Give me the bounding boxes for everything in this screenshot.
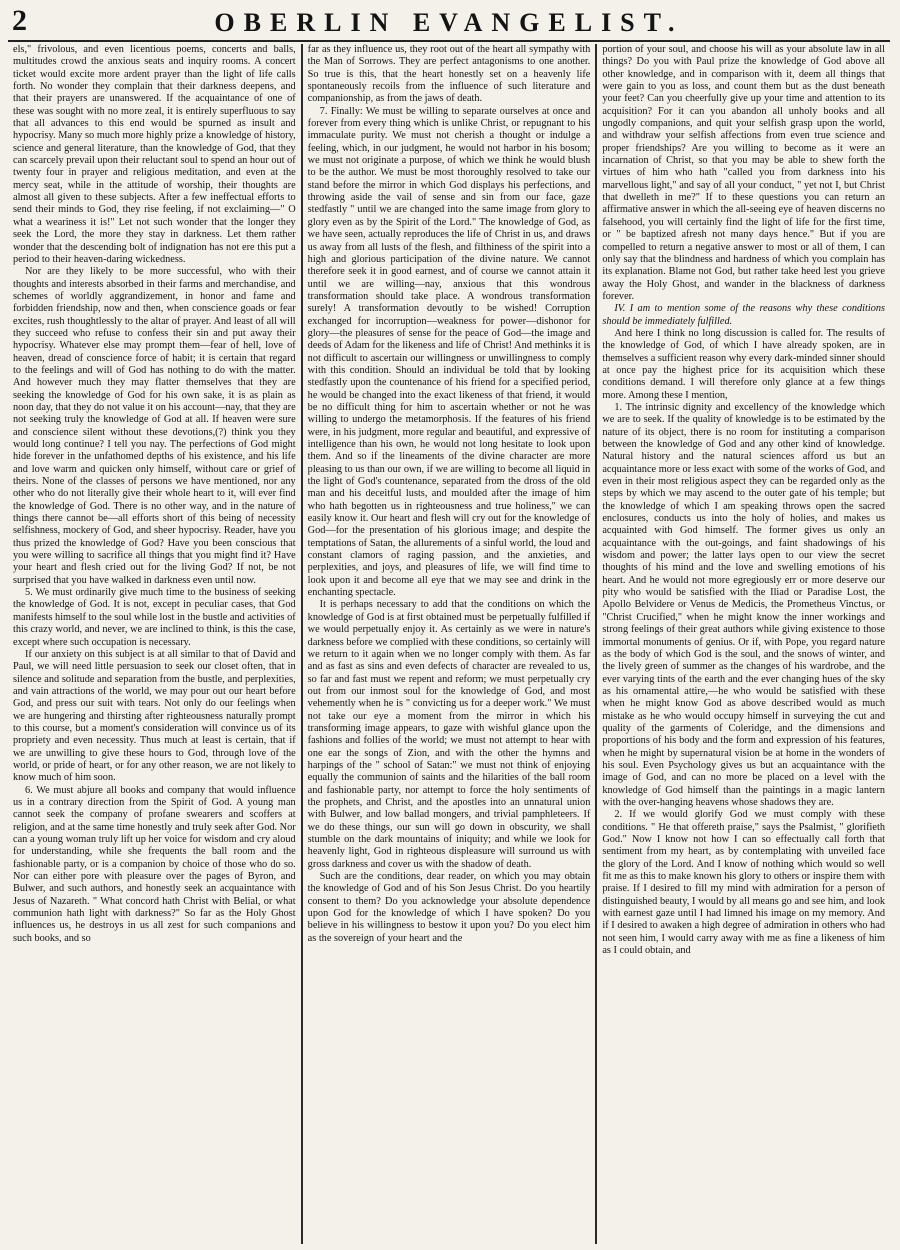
paragraph: 2. If we would glorify God we must comply with these conditions. " He that offereth praise," says the Psalmist, " glorifieth God." Now I know not how I can so effectually call forth that sentiment from my heart, as by contemplating with unveiled face the glory of the Lord. And I know of nothing which would so well fit me as this to make known his glory to others or inspire them with praise. If I desired to fill my mind with admiration for a person of distinguished beauty, I would by all means go and see him, and look with earnest gaze until I had limned his image on my memory. And if I desired to awaken a high degree of admiration in others who had not seen him, I would carry away with me as fine a likeness of him as I could obtain, and bbox=[602, 809, 886, 957]
paragraph: 5. We must ordinarily give much time to the business of seeking the knowledge of God. It is not, except in peculiar cases, that God manifests himself to the soul while lost in the bustle and activities of this crazy world, and never, we are inclined to think, is this the case, except where such occupation is necessary. bbox=[13, 587, 296, 648]
article-columns bbox=[8, 44, 890, 1244]
paragraph: portion of your soul, and choose his will as your absolute law in all things? Do you with Paul prize the knowledge of God above all other knowledge, and in comparison with it, deem all things that were gain to you as loss, and count them but as the dust beneath your feet? Can you cheerfully give up your time and attention to its acquisition? For it can you abandon all unholy books and all ungodly companions, and quit your selfish grasp upon the world, and withdraw your selfish affections from even true science and proper friendships? Are you willing to become as it were an incarnation of Christ, so that you may be able to shew forth the virtues of him who hath "called you from darkness into his marvellous light," and say of all your conduct, " yet not I, but Christ that dwelleth in me?" If to these questions you can return an affirmative answer in which the all-seeing eye of heaven discerns no falsehood, you will certainly find the light of life for the first time, or " be baptized afresh not many days hence." But if you are compelled to return a negative answer to most or all of them, I can only say that the blindness and hardness of which you complain has its explanation. Blame not God, but rather take heed lest you grieve away the Holy Ghost, and wander in the blackness of darkness forever. bbox=[602, 44, 886, 302]
paragraph: far as they influence us, they root out of the heart all sympathy with the Man of Sorrows. They are perfect antagonisms to one another. So true is this, that the heart honestly set on a heavenly life spontaneously recoils from the influence of such literature and companionship, as from the jaws of death. bbox=[307, 44, 591, 105]
column-1 bbox=[8, 44, 301, 1244]
newspaper-title: OBERLIN EVANGELIST. bbox=[214, 8, 684, 37]
paragraph: Nor are they likely to be more successful, who with their thoughts and interests absorbed in their farms and merchandise, and schemes of worldly aggrandizement, in honor and fame and forbidden friendship, now and then, when conscience goads or fear excites, rush thoughtlessly to the altar of prayer. And least of all will they succeed who refuse to confess their sin and put away their hypocrisy. Whatever else may prompt them—fear of hell, love of heaven, dread of conscience force of habit; it is certain that regard to the feelings and will of God has nothing to do with the matter. And however much they may flatter themselves that they are seeking the knowledge of God for his own sake, it is as plain as noon day, that they do not value it on his account—nay, that they are not seeking truly the knowledge of God at all. If heaven were sure and conscience silent without these devotions,(?) think you they would long continue? I tell you nay. The perfections of God might hide forever in the unfathomed depths of his existence, and his life and love warm and quicken only himself, without care or grief of theirs. None of the classes of persons we have mentioned, nor any other who do not literally give their whole heart to it, will ever find the knowledge of God. There is no other way, and in the nature of things there cannot be—all efforts short of this being of necessity selfishness, mockery of God, and sheer hypocrisy. Reader, have you thus prized the knowledge of God? Have you been conscious that you were willing to sacrifice all things that you might find it? Have your heart and flesh cried out for the living God? If not, be not surprised that you have walked in darkness even until now. bbox=[13, 266, 296, 586]
paragraph: 6. We must abjure all books and company that would influence us in a contrary direction from the Spirit of God. A young man cannot seek the company of profane swearers and scoffers at religion, and at the same time honestly and truly seek after God. Nor can a young woman truly lift up her voice for wisdom and cry aloud for understanding, while she frequents the ball room and the fashionable party, or is a companion by choice of those who do so. Nor can either pore with pleasure over the pages of Byron, and Bulwer, and such authors, and honestly seek an acquaintance with Jesus of Nazareth. " What concord hath Christ with Belial, or what communion hath light with darkness?" So far as the Holy Ghost influences us, he destroys in us all zest for such companions and such books, and so bbox=[13, 784, 296, 944]
column-2 bbox=[301, 44, 596, 1244]
paragraph: els," frivolous, and even licentious poems, concerts and balls, multitudes crowd the anxious seats and inquiry rooms. A concert ticket would excite more ardent prayer than the light of life calls forth. No wonder they complain that their darkness deepens, and that their prayers are unanswered. If the acquaintance of one of these was sought with no more zeal, it is entirely superfluous to say that all advances to this end would be spurned as insult and hypocrisy. Many so much more highly prize a knowledge of history, science and general literature, than the knowledge of God, that they can scarcely prevail upon their reluctant soul to spend an hour out of twenty four in prayer and religious meditation, and even at the mercy seat, while in the attitude of worship, their thoughts are almost all given to these subjects. After a few ineffectual efforts to send their minds to God, they rise feeling, if not exclaiming—" O what a weariness it is!" Let not such wonder that the longer they seek the Lord, the more they stay in darkness. Let them rather wonder that the descending bolt of indignation has not ere this put a period to their heaven-daring wickedness. bbox=[13, 44, 296, 265]
section-heading: IV. I am to mention some of the reasons why these conditions should be immediately fulfilled. bbox=[602, 303, 886, 327]
paragraph: Such are the conditions, dear reader, on which you may obtain the knowledge of God and of his Son Jesus Christ. Do you heartily consent to them? Do you acknowledge your absolute dependence upon God for the knowledge of which I have spoken? Do you believe in his willingness to bestow it upon you? Do you elect him as the sovereign of your heart and the bbox=[307, 871, 591, 944]
column-3 bbox=[595, 44, 890, 1244]
masthead bbox=[8, 4, 890, 42]
paragraph: It is perhaps necessary to add that the conditions on which the knowledge of God is at first obtained must be perpetually fulfilled if we would perpetually enjoy it. As certainly as we were in nature's darkness before we complied with these conditions, so certainly will we return to it again when we no longer comply with them. As far and as fast as sins and even defects of character are revealed to us, so far and fast must we repent and reform; we must perpetually cry out from our inmost soul for the knowledge of God, and most vehemently when he is " convicting us for a deeper work." We must not take our eye a moment from the mirror in which his transforming image appears, to gaze with wishful glance upon the fashions and follies of the world; we must not attempt to hear with one ear the songs of Zion, and with the other the hymns and harpings of the " school of Satan:" we must not think of enjoying equally the communion of saints and the hilarities of the ball room and fashionable party, nor attempt to force the holy sentiments of the prophets, and Christ, and the apostles into an unnatural union with Bulwer, and low ballad mongers, and trivial pamphleteers. If we do these things, our sun will go down in obscurity, we shall stumble on the dark mountains of iniquity; and while we look for heavenly light, God in righteous displeasure will surround us with gross darkness and cover us with the shadow of death. bbox=[307, 599, 591, 870]
paragraph: If our anxiety on this subject is at all similar to that of David and Paul, we will need little persuasion to seek our closet often, that in silence and solitude and separation from the bustle, and perplexities, and vain attractions of the world, we may pour out our heart before God, and press our suit with tears. Not only do our feelings when we are hungering and thirsting after righteousness naturally prompt to this course, but a moment's consideration will convince us of its propriety and even necessity. Thus much at least is certain, that if we are unwilling to give these hours to God, through love of the world, or pride of heart, or for any other reason, we are not likely to know much of him soon. bbox=[13, 648, 296, 784]
paragraph: And here I think no long discussion is called for. The results of the knowledge of God, of which I have already spoken, are in themselves a sufficient reason why every dark-minded sinner should at once pay the highest price for its acquisition which these conditions demand. I will therefore only glance at a few things more. Among these I mention, bbox=[602, 327, 886, 401]
paragraph: 7. Finally: We must be willing to separate ourselves at once and forever from every thing which is unlike Christ, or repugnant to his immaculate purity. We must not cherish a thought or indulge a feeling, which, in our judgment, he would not harbor in his bosom; we must not originate a purpose, of which we think he would blush to be the author. We must be most thoroughly resolved to take our stand before the mirror in which God displays his perfections, and throwing aside the vail of sense and sin from our face, gaze stedfastly " until we are changed into the same image from glory to glory even as by the Spirit of the Lord." The knowledge of God, as we have seen, actually reproduces the life of Christ in us, and draws us away from all lusts of the flesh, and filthiness of the spirit into a high and glorious participation of the divine nature. We cannot therefore seek it in good earnest, and of course we cannot attain it until we are willing—nay, anxious that this wondrous transformation should take place. A wondrous transformation surely! A transformation devoutly to be wished! Corruption exchanged for incorruption—weakness for power—dishonor for glory—the pleasures of sense for the peace of God—the image and deeds of Adam for the likeness and life of Christ! And methinks it is not difficult to ascertain our willingness or unwillingness to comply with this condition. Should an individual be told that by looking stedfastly upon the countenance of his friend for a specified period, he would be changed into the exact likeness of that friend, it would be no difficult thing for him to ascertain whether or not he was willing to undergo the metamorphosis. If the features of his friend were, in his judgment, more regular and beautiful, and expressive of intelligence than his own, he would not long hesitate to look upon them. And so if the lineaments of the divine character are more pleasing to us than our own, if we are willing to become all liquid in the light of God's countenance, separated from the dross of the old man and his deceitful lusts, and moulded after the image of him who hath begotten us in righteousness and true holiness," we can easily know it. Our heart and flesh will cry out for the knowledge of God—for the presentation of his glorious image; and despite the temptations of Satan, the allurements of a sinful world, the loud and constant clamors of raging passion, and the anxieties, and perplexities, and joys, and pleasures of life, we will find time to look upon it and become all eye that we may see and drink in the enchanting spectacle. bbox=[307, 105, 591, 599]
paragraph: 1. The intrinsic dignity and excellency of the knowledge which we are to seek. If the quality of knowledge is to be estimated by the nature of its object, there is no room for instituting a comparison between the knowledge of God and any other kind of knowledge. Natural history and the natural sciences afford us but an acquaintance more or less exact with some of the works of God, and even in their most religious aspect they can be regarded only as the steps by which we may ascend to the outer gate of his temple; but the knowledge of which I am speaking throws open the sacred enclosures, conducts us into the holy of holies, and makes us acquainted with God himself. The former gives us only an acquaintance with the out-goings, and faint shadowings of his wisdom and power; the latter lays open to our view the secret thoughts of his mind and the love and swelling emotions of his heart. And he would not more egregiously err or more deserve our pity who would be satisfied with the Iliad or Paradise Lost, the Apollo Belvidere or Venus de Medicis, the Prometheus Vinctus, or "Christ Crucified," when he might know the inner workings and strong feelings of their great authors while giving existence to those immortal monuments of genius. Or if, with Pope, you regard nature as the body of which God is the soul, and the snows of winter, and the lively green of summer as the changes of his wardrobe, and the ever varying tints of the earth and the ever changing hues of the sky as his ornamental attire,—he who would be satisfied with these when he might know God as above described would as much mistake as he who would occupy himself in surveying the cut and quality of the garments of Coleridge, and the dimensions and proportions of his body and the form and expression of his features, when he might by supernatural vision be at home in the wonders of his soul. Even Psychology gives us but an acquaintance with the image of God, and can no more be placed on a level with the knowledge of God himself than the paintings in a magic lantern with the over-hanging heavens whose shadows they are. bbox=[602, 401, 886, 808]
page-number: 2 bbox=[12, 4, 27, 37]
